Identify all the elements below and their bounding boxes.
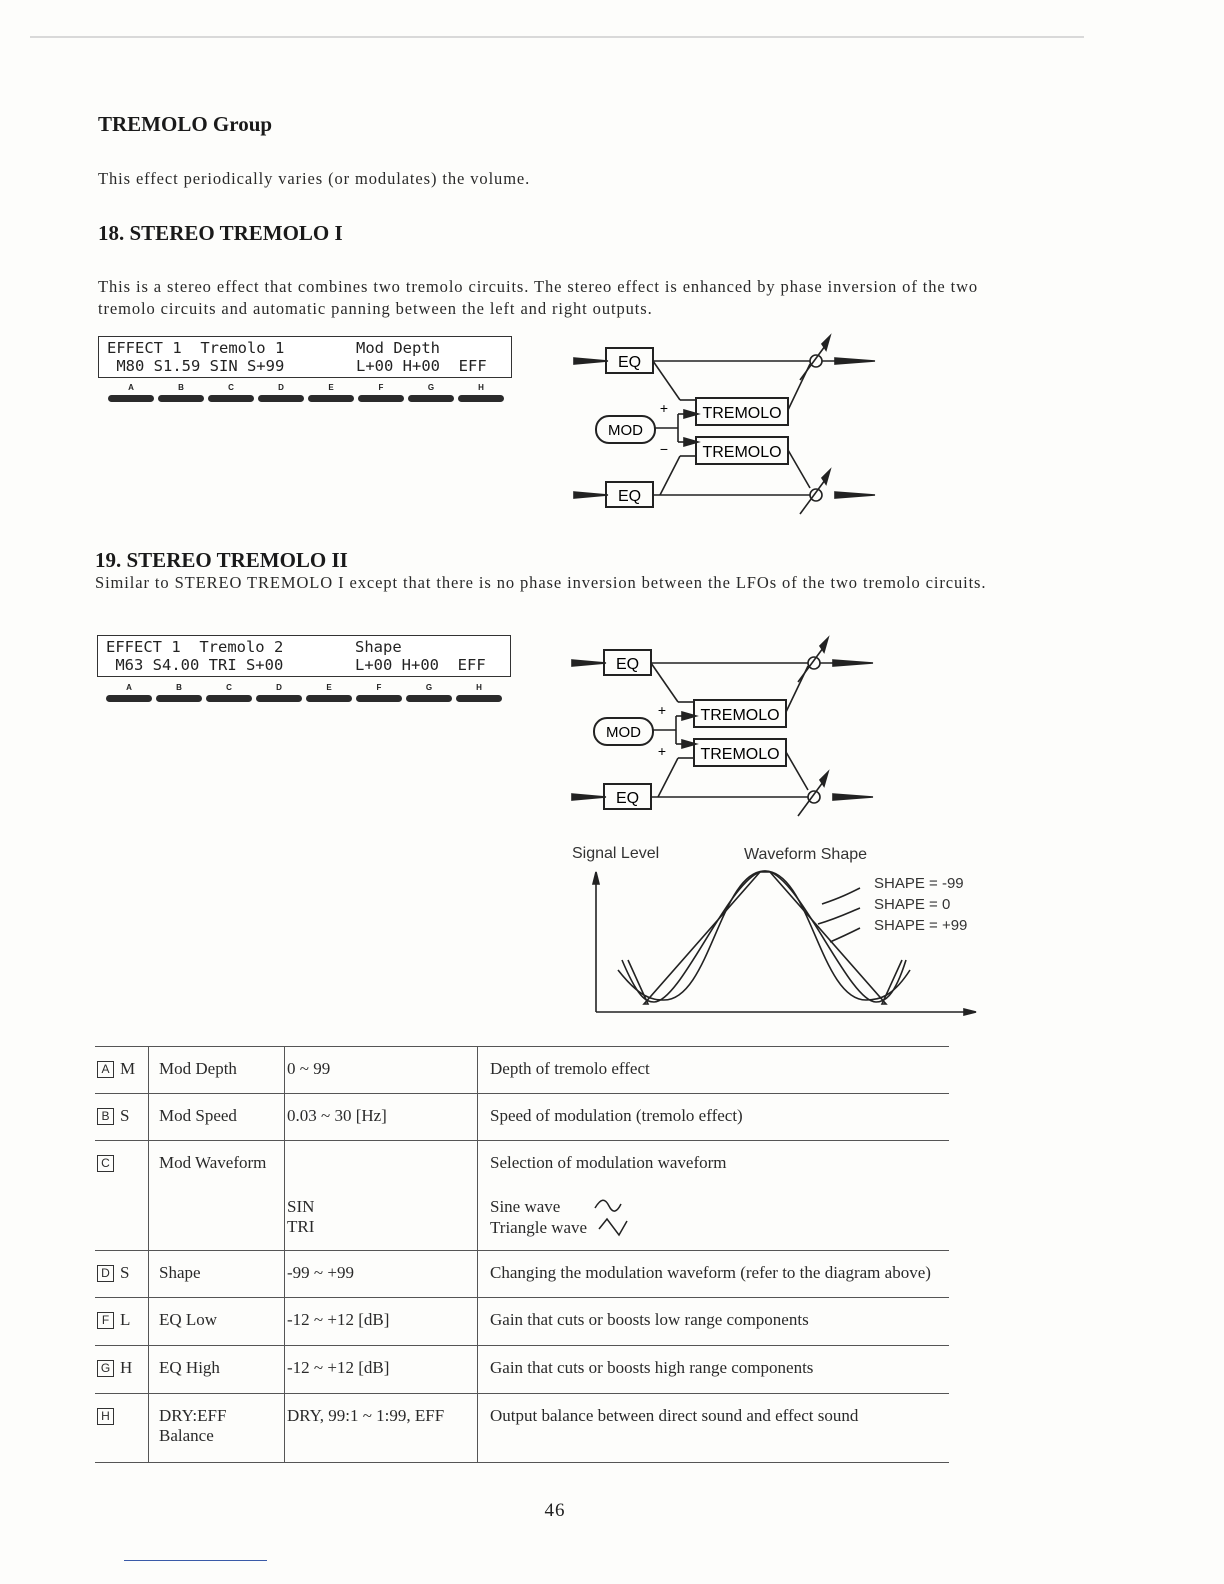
effect18-buttons [108,383,522,413]
param-name: Mod Speed [149,1094,285,1141]
table-row [95,1094,949,1141]
diagram-eq-bottom: EQ [615,790,640,807]
button-e[interactable]: E [306,683,352,702]
param-abbr: H [120,1358,133,1377]
button-g[interactable]: G [406,683,452,702]
triangle-wave-icon [597,1217,629,1237]
lcd-row2-left: M63 S4.00 TRI S+00 [106,656,284,674]
diagram-mod: MOD [608,422,643,439]
param-key: H [97,1408,114,1425]
button-e[interactable]: E [308,383,354,402]
param-description: Selection of modulation waveform [490,1153,727,1172]
waveform-title: Waveform Shape [744,846,868,863]
param-range: -12 ~ +12 [dB] [285,1346,478,1394]
lcd-row1-right: Mod Depth [356,339,440,357]
top-rule [30,36,1084,38]
param-range: -99 ~ +99 [285,1251,478,1298]
lcd-row1-left: EFFECT 1 Tremolo 2 [106,638,284,656]
param-description: Output balance between direct sound and effect sound [478,1394,950,1463]
diagram-tremolo-bottom: TREMOLO [702,444,782,461]
param-name: DRY:EFF [159,1406,227,1425]
button-b[interactable]: B [156,683,202,702]
param-description: Gain that cuts or boosts low range components [478,1298,950,1346]
table-row [95,1251,949,1298]
lcd-row1-left: EFFECT 1 Tremolo 1 [107,339,285,357]
section-intro: This effect periodically varies (or modulates) the volume. [98,169,531,188]
param-description: Gain that cuts or boosts high range components [478,1346,950,1394]
param-key: B [97,1108,114,1125]
effect19-lcd [97,635,511,677]
table-row [95,1346,949,1394]
button-a[interactable]: A [106,683,152,702]
param-key: A [97,1061,114,1078]
diagram-eq-top: EQ [617,354,642,371]
option-label-sine: Sine wave [490,1197,561,1216]
parameter-table [95,1046,949,1463]
diagram-tremolo-top: TREMOLO [700,707,780,724]
param-abbr: M [120,1059,136,1078]
param-name-line2: Balance [159,1426,214,1445]
param-abbr: L [120,1310,131,1329]
param-name: EQ High [149,1346,285,1394]
button-b[interactable]: B [158,383,204,402]
lcd-row2-right: L+00 H+00 EFF [355,656,486,674]
param-key: D [97,1265,114,1282]
param-name: Mod Depth [149,1047,285,1094]
button-f[interactable]: F [358,383,404,402]
table-row [95,1047,949,1094]
param-key: G [97,1360,114,1377]
shape-label-minus99: SHAPE = -99 [874,875,964,892]
lcd-row1-right: Shape [355,638,402,656]
param-description: Depth of tremolo effect [478,1047,950,1094]
param-key: F [97,1312,114,1329]
table-row [95,1298,949,1346]
diagram-sign-top: + [659,400,669,416]
param-description: Changing the modulation waveform (refer to the diagram above) [478,1251,950,1298]
diagram-tremolo-top: TREMOLO [702,405,782,422]
param-name: EQ Low [149,1298,285,1346]
param-range [287,1153,477,1197]
param-description: Speed of modulation (tremolo effect) [478,1094,950,1141]
effect19-heading: 19. STEREO TREMOLO II [95,548,348,572]
diagram-mod: MOD [606,724,641,741]
param-abbr: S [120,1106,130,1125]
param-range: DRY, 99:1 ~ 1:99, EFF [285,1394,478,1463]
shape-label-plus99: SHAPE = +99 [874,917,968,934]
effect18-heading: 18. STEREO TREMOLO I [98,221,343,245]
waveform-shape-diagram [560,838,990,1023]
param-name: Shape [149,1251,285,1298]
effect18-lcd [98,336,512,378]
table-row [95,1394,949,1463]
param-range: 0 ~ 99 [285,1047,478,1094]
param-range: 0.03 ~ 30 [Hz] [285,1094,478,1141]
param-range: -12 ~ +12 [dB] [285,1298,478,1346]
bottom-link-underline [124,1560,267,1561]
button-d[interactable]: D [256,683,302,702]
effect18-description: This is a stereo effect that combines two tremolo circuits. The stereo effect is enhanced by phase inversion of the two tremolo circuits and automatic panning between the left and right outputs. [98,277,979,318]
diagram-sign-bottom: − [659,441,669,457]
param-key: C [97,1155,114,1172]
option-label-triangle: Triangle wave [490,1218,588,1237]
effect19-description: Similar to STEREO TREMOLO I except that there is no phase inversion between the LFOs of the two tremolo circuits. [95,573,987,592]
effect19-buttons [106,683,520,713]
button-c[interactable]: C [206,683,252,702]
diagram-eq-top: EQ [615,656,640,673]
section-heading: TREMOLO Group [98,112,273,136]
sine-wave-icon [593,1198,625,1214]
waveform-y-label: Signal Level [572,845,660,862]
table-row [95,1141,949,1251]
effect18-block-diagram [560,330,890,520]
param-abbr: S [120,1263,130,1282]
effect19-block-diagram [558,632,888,822]
button-g[interactable]: G [408,383,454,402]
button-c[interactable]: C [208,383,254,402]
lcd-row2-left: M80 S1.59 SIN S+99 [107,357,285,375]
param-name: Mod Waveform [149,1141,285,1251]
button-h[interactable]: H [458,383,504,402]
diagram-eq-bottom: EQ [617,488,642,505]
diagram-sign-bottom: + [657,743,667,759]
button-f[interactable]: F [356,683,402,702]
lcd-row2-right: L+00 H+00 EFF [356,357,487,375]
option-value-tri: TRI [287,1217,315,1236]
page-number: 46 [544,1500,566,1521]
diagram-tremolo-bottom: TREMOLO [700,746,780,763]
option-value-sin: SIN [287,1197,315,1216]
button-h[interactable]: H [456,683,502,702]
shape-label-0: SHAPE = 0 [874,896,951,913]
button-d[interactable]: D [258,383,304,402]
diagram-sign-top: + [657,702,667,718]
button-a[interactable]: A [108,383,154,402]
